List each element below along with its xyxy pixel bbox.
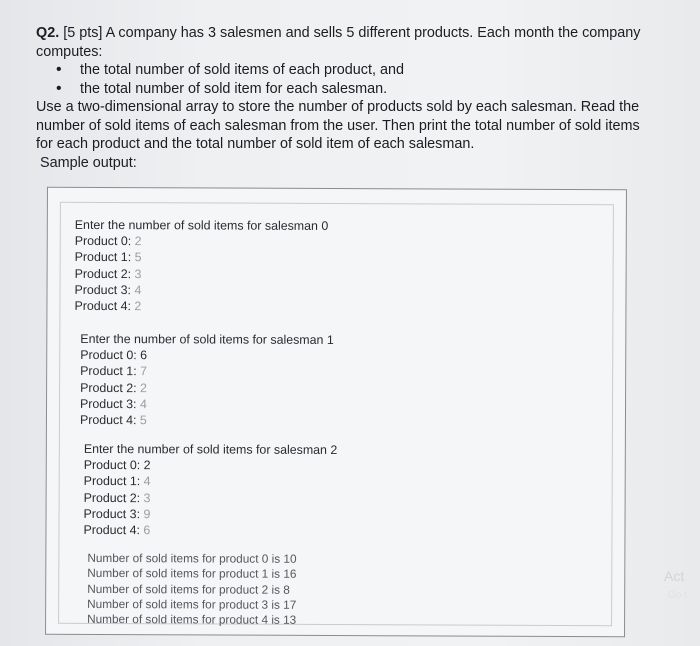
- product-line: [80, 347, 334, 364]
- product-label: Product 0:: [83, 458, 141, 473]
- product-label: Product 0:: [74, 234, 132, 249]
- product-line: [84, 506, 338, 523]
- sample-output-panel: [58, 202, 614, 626]
- product-value: 5: [134, 250, 142, 265]
- product-total-line: Number of sold items for product 0 is 10: [87, 550, 297, 566]
- product-line: [75, 265, 329, 282]
- product-value: 2: [134, 299, 142, 314]
- product-line: [84, 490, 338, 507]
- product-label: Product 4:: [79, 412, 137, 428]
- product-value: 2: [134, 234, 142, 249]
- product-line: [74, 282, 328, 299]
- product-line: [80, 363, 334, 380]
- product-line: [74, 298, 328, 315]
- product-value: 6: [143, 523, 151, 538]
- product-label: Product 2:: [80, 380, 137, 395]
- bullet-icon: •: [56, 79, 62, 97]
- bullet-text: the total number of sold items of each product, and: [80, 62, 404, 78]
- product-total-line: Number of sold items for product 2 is 8: [87, 581, 290, 597]
- question-intro-text: [5 pts] A company has 3 salesmen and sells 5 different products. Each month the company computes:: [36, 25, 641, 60]
- product-label: Product 0:: [80, 348, 137, 363]
- salesman-block-0: [74, 217, 328, 315]
- product-label: Product 4:: [83, 522, 140, 538]
- totals-block: [87, 551, 297, 628]
- salesman-block-2: [83, 441, 337, 539]
- bullet-item: [36, 80, 656, 99]
- activation-watermark-sub: Go t: [668, 590, 687, 601]
- product-total-line: Number of sold items for product 4 is 13: [87, 612, 297, 628]
- product-label: Product 3:: [74, 282, 132, 297]
- product-value: 7: [140, 364, 148, 379]
- sample-output-label: Sample output:: [40, 154, 137, 171]
- sample-output-box: [45, 187, 627, 638]
- product-line: [80, 379, 334, 396]
- product-line: [80, 412, 334, 429]
- product-line: [84, 457, 338, 474]
- product-label: Product 2:: [74, 266, 132, 281]
- product-line: [84, 473, 338, 490]
- product-value: 6: [140, 348, 148, 363]
- question-intro: [36, 24, 656, 61]
- bullet-icon: •: [56, 61, 62, 78]
- product-value: 3: [134, 266, 142, 281]
- product-value: 2: [140, 380, 147, 395]
- salesman-block-1: [80, 331, 334, 429]
- product-label: Product 3:: [80, 396, 137, 411]
- salesman-prompt: Enter the number of sold items for salesman 0: [74, 217, 329, 233]
- product-value: 4: [139, 396, 147, 411]
- bullet-text: the total number of sold item for each salesman.: [80, 80, 388, 97]
- product-line: [83, 522, 337, 539]
- product-line: [75, 233, 329, 250]
- product-total-line: Number of sold items for product 3 is 17: [87, 596, 297, 612]
- product-value: 4: [134, 282, 142, 297]
- product-total-line: Number of sold items for product 1 is 16: [87, 566, 297, 582]
- question-number: Q2.: [36, 25, 60, 41]
- product-label: Product 1:: [74, 250, 132, 265]
- product-line: [80, 396, 334, 413]
- product-label: Product 1:: [83, 474, 141, 489]
- product-label: Product 2:: [83, 490, 141, 505]
- bullet-item: [36, 61, 656, 80]
- product-label: Product 1:: [80, 364, 137, 379]
- product-value: 3: [143, 490, 151, 505]
- product-line: [75, 249, 329, 266]
- product-value: 2: [143, 458, 151, 473]
- product-value: 5: [139, 413, 147, 428]
- salesman-prompt: Enter the number of sold items for salesman 1: [80, 331, 334, 347]
- instructions: Use a two-dimensional array to store the number of products sold by each salesman. Read the number of sold items of each salesman from the user. Then print the total number of sold items for each product and the total number of sold item of each salesman.: [36, 99, 640, 152]
- product-label: Product 3:: [83, 506, 141, 521]
- question-text: [36, 24, 656, 172]
- activation-watermark: Act: [664, 568, 685, 584]
- bullet-list: [36, 61, 656, 98]
- product-value: 9: [143, 506, 151, 522]
- product-label: Product 4:: [74, 298, 131, 314]
- product-value: 4: [143, 474, 151, 489]
- salesman-prompt: Enter the number of sold items for salesman 2: [83, 441, 338, 458]
